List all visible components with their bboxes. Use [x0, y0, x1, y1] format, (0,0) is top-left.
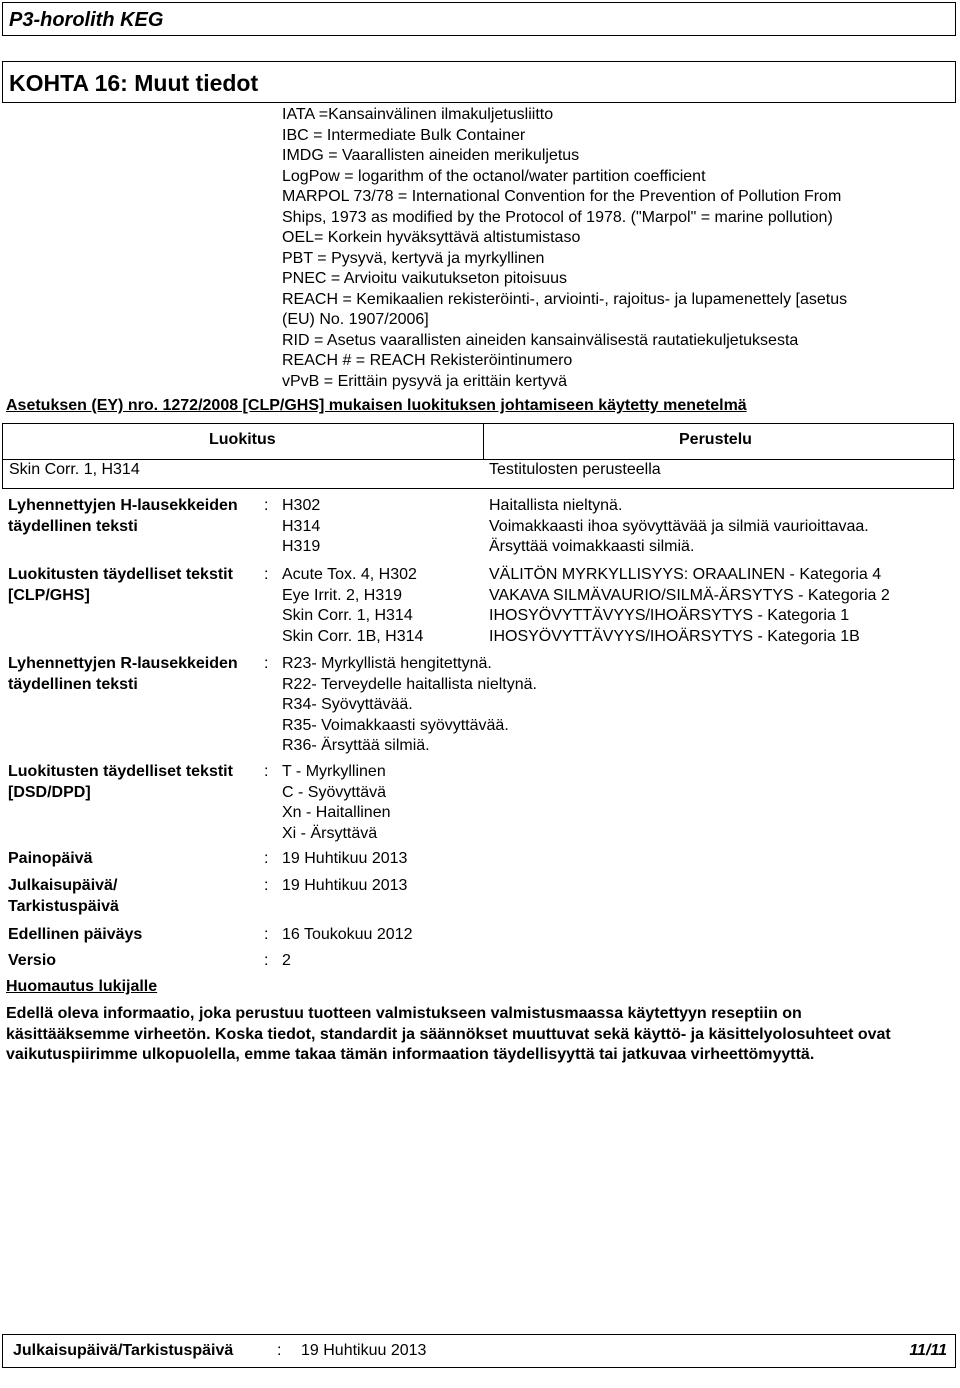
- abbreviation-line: PNEC = Arvioitu vaikutukseton pitoisuus: [282, 270, 568, 287]
- clp-text: VAKAVA SILMÄVAURIO/SILMÄ-ÄRSYTYS - Kategoria 2: [489, 586, 890, 604]
- abbreviation-line: vPvB = Erittäin pysyvä ja erittäin kertyvä: [282, 372, 567, 390]
- table-divider: [3, 459, 955, 460]
- h-phrases-codes: [282, 496, 320, 558]
- footer-date-label: Julkaisupäivä/Tarkistuspäivä: [13, 1342, 234, 1359]
- page-number: 11/11: [909, 1342, 947, 1359]
- dsd-item: Xi - Ärsyttävä: [282, 824, 378, 842]
- h-text: Voimakkaasti ihoa syövyttävää ja silmiä vaurioittavaa.: [489, 517, 869, 535]
- h-code: H302: [282, 497, 321, 514]
- r-phrase: R22- Terveydelle haitallista nieltynä.: [282, 675, 537, 693]
- document-footer: [2, 1334, 956, 1368]
- abbreviation-line: RID = Asetus vaarallisten aineiden kansainvälisestä rautatiekuljetuksesta: [282, 331, 799, 349]
- clp-code: Acute Tox. 4, H302: [282, 566, 417, 583]
- h-phrases-label: Lyhennettyjen H-lausekkeiden täydellinen teksti: [8, 497, 238, 535]
- colon: :: [264, 655, 269, 672]
- h-code: H314: [282, 517, 321, 535]
- r-phrase: R36- Ärsyttää silmiä.: [282, 737, 430, 754]
- h-text: Ärsyttää voimakkaasti silmiä.: [489, 538, 695, 555]
- print-date-value: 19 Huhtikuu 2013: [282, 850, 408, 867]
- basis-cell: Testitulosten perusteella: [489, 461, 661, 478]
- abbreviation-line: IBC = Intermediate Bulk Container: [282, 126, 526, 144]
- table-divider: [483, 424, 484, 459]
- clp-code: Skin Corr. 1, H314: [282, 607, 413, 624]
- dsd-item: T - Myrkyllinen: [282, 763, 386, 780]
- document-header: [2, 2, 956, 36]
- abbreviation-line: Ships, 1973 as modified by the Protocol of 1978. ("Marpol" = marine pollution): [282, 208, 833, 226]
- abbreviation-line: IATA =Kansainvälinen ilmakuljetusliitto: [282, 106, 554, 123]
- colon: :: [264, 877, 269, 894]
- r-phrases-list: [282, 654, 537, 757]
- print-date-label: Painopäivä: [8, 850, 93, 867]
- clp-full-label: Luokitusten täydelliset tekstit [CLP/GHS]: [8, 566, 233, 604]
- previous-date-label: Edellinen päiväys: [8, 926, 143, 943]
- dsd-item: Xn - Haitallinen: [282, 804, 391, 821]
- clp-codes: [282, 565, 423, 647]
- note-text: Edellä oleva informaatio, joka perustuu tuotteen valmistukseen valmistusmaassa käytettyyn reseptiin on käsittääksemme virheetön. Koska tiedot, standardit ja säännökset muuttuvat sekä käyttö- ja käsittelyolosuhteet ovat vaikutuspiirimme ulkopuolella, emme takaa tämän informaation täydellisyyttä tai jatkuvaa virheettömyyttä.: [6, 1005, 891, 1064]
- h-phrases-texts: [489, 496, 869, 558]
- h-text: Haitallista nieltynä.: [489, 497, 623, 514]
- dsd-list: [282, 762, 391, 844]
- abbreviation-line: REACH # = REACH Rekisteröintinumero: [282, 352, 573, 369]
- product-title: P3-horolith KEG: [9, 9, 164, 31]
- h-code: H319: [282, 538, 321, 555]
- abbreviation-line: (EU) No. 1907/2006]: [282, 311, 429, 328]
- clp-code: Eye Irrit. 2, H319: [282, 586, 403, 604]
- basis-header: Perustelu: [679, 431, 752, 448]
- colon: :: [264, 952, 269, 969]
- dsd-item: C - Syövyttävä: [282, 783, 387, 801]
- abbreviation-line: IMDG = Vaarallisten aineiden merikuljetus: [282, 147, 580, 164]
- publication-date-value: 19 Huhtikuu 2013: [282, 877, 408, 894]
- clp-text: VÄLITÖN MYRKYLLISYYS: ORAALINEN - Kategoria 4: [489, 566, 882, 583]
- abbreviation-line: REACH = Kemikaalien rekisteröinti-, arviointi-, rajoitus- ja lupamenettely [asetus: [282, 290, 848, 308]
- abbreviation-line: LogPow = logarithm of the octanol/water partition coefficient: [282, 167, 706, 185]
- footer-date: 19 Huhtikuu 2013: [301, 1342, 427, 1359]
- colon: :: [264, 763, 269, 780]
- section-title: KOHTA 16: Muut tiedot: [9, 70, 259, 96]
- abbreviation-line: OEL= Korkein hyväksyttävä altistumistaso: [282, 229, 581, 246]
- publication-date-label: [8, 876, 119, 917]
- r-phrase: R34- Syövyttävää.: [282, 696, 413, 713]
- version-value: 2: [282, 952, 291, 969]
- colon: :: [264, 850, 269, 867]
- classification-header: Luokitus: [209, 431, 276, 448]
- clp-texts: [489, 565, 890, 647]
- r-phrase: R23- Myrkyllistä hengitettynä.: [282, 655, 492, 672]
- classification-table: [2, 423, 954, 489]
- colon: :: [277, 1342, 282, 1359]
- publication-date-label-line: Tarkistuspäivä: [8, 897, 119, 915]
- r-phrases-label: Lyhennettyjen R-lausekkeiden täydellinen teksti: [8, 655, 238, 693]
- r-phrase: R35- Voimakkaasti syövyttävää.: [282, 716, 509, 734]
- dsd-full-label: Luokitusten täydelliset tekstit [DSD/DPD]: [8, 763, 233, 801]
- version-label: Versio: [8, 952, 57, 969]
- section-header: [2, 61, 956, 103]
- note-title: Huomautus lukijalle: [6, 978, 158, 995]
- method-title: Asetuksen (EY) nro. 1272/2008 [CLP/GHS] mukaisen luokituksen johtamiseen käytetty menetelmä: [6, 397, 747, 414]
- previous-date-value: 16 Toukokuu 2012: [282, 926, 413, 943]
- colon: :: [264, 926, 269, 943]
- colon: :: [264, 497, 269, 514]
- colon: :: [264, 566, 269, 583]
- publication-date-label-line: Julkaisupäivä/: [8, 877, 118, 894]
- abbreviation-line: PBT = Pysyvä, kertyvä ja myrkyllinen: [282, 249, 545, 267]
- clp-text: IHOSYÖVYTTÄVYYS/IHOÄRSYTYS - Kategoria 1: [489, 607, 850, 624]
- clp-code: Skin Corr. 1B, H314: [282, 627, 424, 645]
- abbreviation-line: MARPOL 73/78 = International Convention for the Prevention of Pollution From: [282, 188, 842, 205]
- clp-text: IHOSYÖVYTTÄVYYS/IHOÄRSYTYS - Kategoria 1B: [489, 627, 860, 645]
- classification-cell: Skin Corr. 1, H314: [9, 461, 140, 478]
- abbreviations-list: [282, 105, 847, 392]
